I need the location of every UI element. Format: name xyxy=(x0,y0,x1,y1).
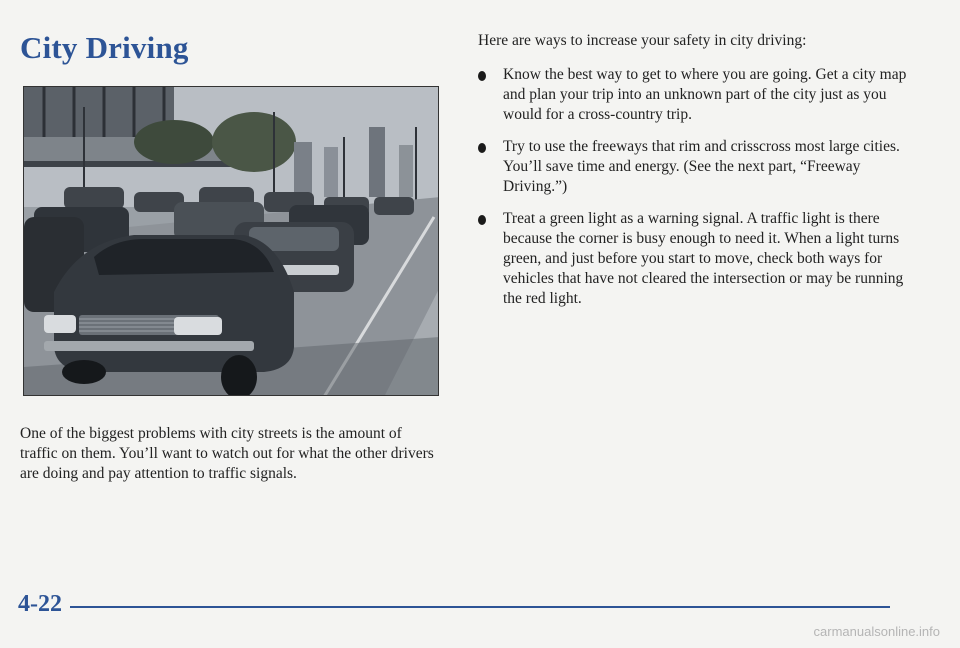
list-item xyxy=(478,65,908,125)
intro-paragraph: Here are ways to increase your safety in city driving: xyxy=(478,32,807,49)
bullet-text: Know the best way to get to where you are going. Get a city map and plan your trip into an unknown part of the city just as you would for a cross-country trip. xyxy=(503,66,907,123)
footer-rule xyxy=(70,606,890,608)
page-number: 4-22 xyxy=(18,591,62,617)
bullet-icon xyxy=(478,215,486,225)
bullet-text: Treat a green light as a warning signal. A traffic light is there because the corner is busy enough to need it. When a light turns green, and just before you start to move, check both ways for vehicles that have not cleared the intersection or may be running the red light. xyxy=(503,210,904,307)
list-item xyxy=(478,209,908,309)
page-title: City Driving xyxy=(20,30,189,65)
bullet-icon xyxy=(478,143,486,153)
list-item xyxy=(478,137,908,197)
tips-list xyxy=(478,65,908,321)
bullet-icon xyxy=(478,71,486,81)
city-traffic-photo xyxy=(23,86,439,396)
bullet-text: Try to use the freeways that rim and crisscross most large cities. You’ll save time and energy. (See the next part, “Freeway Driving.”) xyxy=(503,138,900,195)
watermark: carmanualsonline.info xyxy=(813,624,940,639)
caption-paragraph: One of the biggest problems with city streets is the amount of traffic on them. You’ll want to watch out for what the other drivers are doing and pay attention to traffic signals. xyxy=(20,425,434,482)
